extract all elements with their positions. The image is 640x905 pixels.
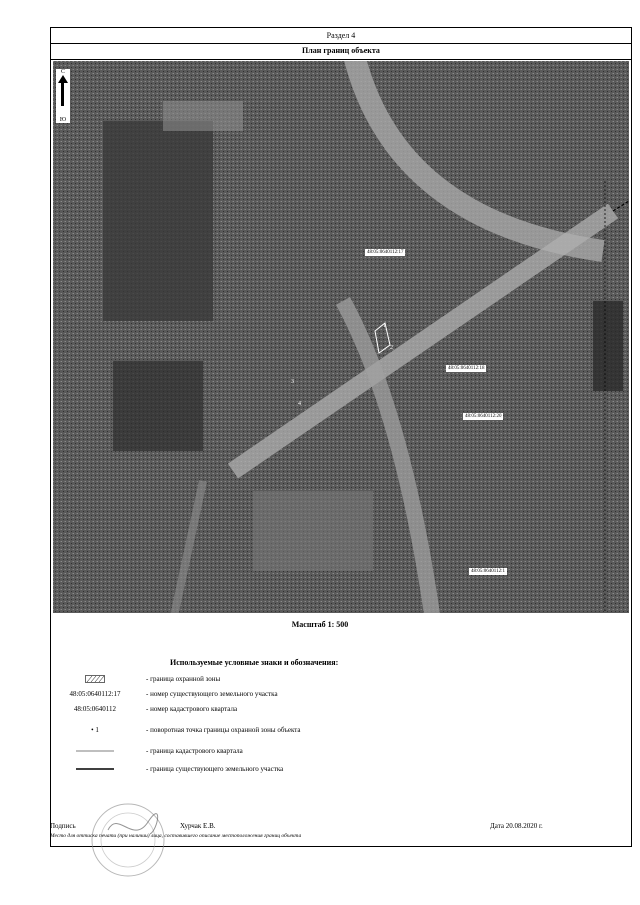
thin-line-icon bbox=[50, 745, 140, 757]
south-label: Ю bbox=[59, 117, 67, 123]
legend-symbol: 48:05:0640112:17 bbox=[69, 690, 121, 698]
turning-point: 2 bbox=[390, 345, 393, 351]
signer-name: Хурчак Е.В. bbox=[180, 822, 216, 830]
plan-title: План границ объекта bbox=[51, 43, 631, 60]
legend-symbol: 48:05:0640112 bbox=[73, 705, 117, 713]
legend-title: Используемые условные знаки и обозначения: bbox=[170, 658, 339, 667]
north-arrow bbox=[56, 69, 70, 123]
map-imagery bbox=[53, 61, 629, 613]
parcel-label: 48:05:0640112:17 bbox=[367, 250, 404, 255]
section-header: Раздел 4 bbox=[51, 28, 631, 44]
parcel-label: 48:05:0640112:18 bbox=[448, 366, 485, 371]
aerial-map bbox=[53, 61, 629, 613]
stamp-note: Место для оттиска печати (при наличии) лица, составившего описание местоположения границ объекта bbox=[50, 833, 302, 839]
legend-text: - поворотная точка границы охранной зоны объекта bbox=[146, 726, 301, 734]
signature-label: Подпись bbox=[50, 822, 76, 830]
map-scale: Масштаб 1: 500 bbox=[291, 620, 349, 629]
legend-text: - граница кадастрового квартала bbox=[146, 747, 243, 755]
turning-point: 1 bbox=[383, 323, 386, 329]
parcel-label: 48:05:0640112:1 bbox=[471, 569, 505, 574]
legend-text: - граница существующего земельного участка bbox=[146, 765, 284, 773]
legend-text: - номер существующего земельного участка bbox=[146, 690, 278, 698]
north-label: С bbox=[60, 69, 65, 75]
hatched-zone-icon bbox=[50, 673, 140, 685]
seal-stamp bbox=[88, 800, 168, 880]
turning-point: 4 bbox=[298, 401, 301, 407]
parcel-label: 48:05:0640112:20 bbox=[465, 414, 502, 419]
turning-point: 3 bbox=[291, 379, 294, 385]
north-arrow-shaft-icon bbox=[61, 78, 64, 106]
thick-line-icon bbox=[50, 763, 140, 775]
signature-date: Дата 20.08.2020 г. bbox=[490, 822, 543, 830]
legend-symbol: • 1 bbox=[91, 726, 99, 734]
legend-text: - номер кадастрового квартала bbox=[146, 705, 238, 713]
legend-text: - граница охранной зоны bbox=[146, 675, 221, 683]
